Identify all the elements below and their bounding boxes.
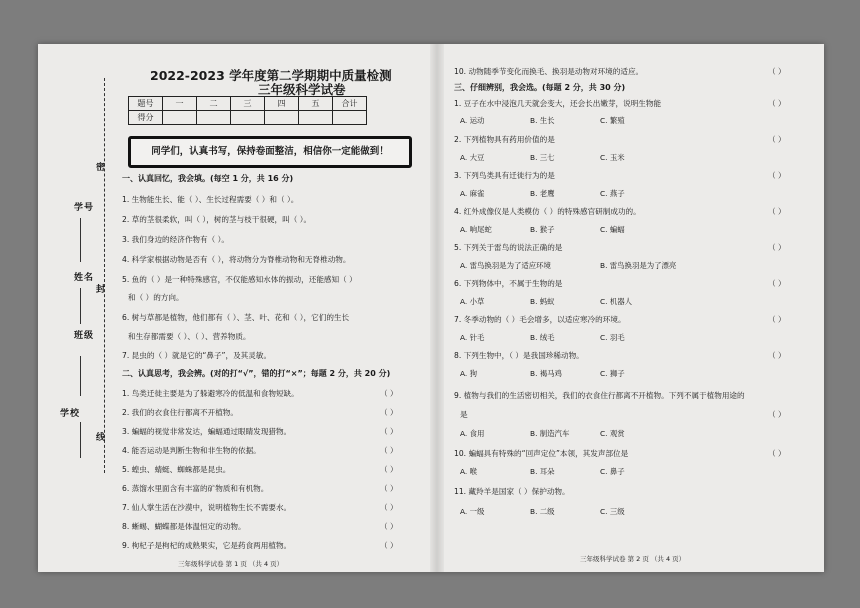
section3-title: 三、仔细辨别，我会选。(每题 2 分，共 30 分): [454, 83, 626, 92]
exam-subtitle: 三年级科学试卷: [258, 82, 346, 97]
option-c[interactable]: C. 鼻子: [600, 467, 625, 476]
option-b[interactable]: B. 雷鸟换羽是为了漂亮: [600, 261, 677, 270]
option-b[interactable]: B. 三七: [530, 153, 555, 162]
exam-title: 2022-2023 学年度第二学期期中质量检测: [150, 68, 392, 83]
school-label: 学校: [60, 409, 81, 419]
name-underline: [80, 288, 81, 324]
score-header-cell: 三: [231, 97, 265, 111]
number-label: 学号: [74, 203, 95, 213]
section1-question: 5. 鱼的（ ）是一种特殊感官，不仅能感知水体的振动，还能感知（ ）: [122, 275, 357, 284]
answer-blank[interactable]: （ ）: [380, 522, 398, 531]
option-a[interactable]: A. 小草: [460, 297, 485, 306]
score-cell[interactable]: [265, 111, 299, 125]
section1-question: 4. 科学家根据动物是否有（ ），将动物分为脊椎动物和无脊椎动物。: [122, 255, 351, 264]
score-table: [128, 96, 367, 125]
answer-blank[interactable]: （ ）: [768, 99, 786, 108]
score-table-score-row: [129, 111, 367, 125]
cut-line: [104, 78, 105, 473]
score-cell[interactable]: [163, 111, 197, 125]
score-header-cell: 二: [197, 97, 231, 111]
answer-blank[interactable]: （ ）: [768, 449, 786, 458]
option-a[interactable]: A. 喉: [460, 467, 478, 476]
name-label: 姓名: [74, 273, 95, 283]
section3-question: 6. 下列物体中，不属于生物的是: [454, 279, 563, 288]
option-a[interactable]: A. 一级: [460, 507, 485, 516]
class-label: 班级: [74, 331, 95, 341]
section1-question: 6. 树与草都是植物，他们都有（ ）、茎、叶、花和（ ），它们的生长: [122, 313, 350, 322]
section3-question: 11. 藏羚羊是国家（ ）保护动物。: [454, 487, 570, 496]
score-header-cell: 一: [163, 97, 197, 111]
option-c[interactable]: C. 繁殖: [600, 116, 625, 125]
binding-line-mark: 线: [96, 433, 107, 443]
section3-question: 3. 下列鸟类具有迁徙行为的是: [454, 171, 555, 180]
section2-question: 7. 仙人掌生活在沙漠中，说明植物生长不需要水。: [122, 503, 292, 512]
binding-seal-mark: 封: [96, 285, 107, 295]
option-a[interactable]: A. 运动: [460, 116, 485, 125]
page-fold: [430, 44, 444, 572]
option-c[interactable]: C. 燕子: [600, 189, 625, 198]
section2-question: 6. 蒸馏水里面含有丰富的矿物质和有机物。: [122, 484, 269, 493]
answer-blank[interactable]: （ ）: [768, 315, 786, 324]
option-a[interactable]: A. 针毛: [460, 333, 485, 342]
option-b[interactable]: B. 生长: [530, 116, 555, 125]
score-header-cell: 四: [265, 97, 299, 111]
section1-question: 1. 生物能生长、能（ ）、生长过程需要（ ）和（ ）。: [122, 195, 299, 204]
score-cell[interactable]: [299, 111, 333, 125]
answer-blank[interactable]: （ ）: [768, 135, 786, 144]
section3-question: 7. 冬季动物的（ ）毛会增多，以适应寒冷的环境。: [454, 315, 626, 324]
option-b[interactable]: B. 制造汽车: [530, 429, 570, 438]
section3-question: 4. 红外成像仪是人类模仿（ ）的特殊感官研制成功的。: [454, 207, 641, 216]
option-c[interactable]: C. 三级: [600, 507, 625, 516]
section1-question-cont: 和（ ）的方向。: [128, 293, 184, 302]
section3-question: 10. 蝙蝠具有特殊的“回声定位”本领，其发声部位是: [454, 449, 629, 458]
section2-question-10: 10. 动物随季节变化而换毛、换羽是动物对环境的适应。: [454, 67, 644, 76]
section1-question: 7. 昆虫的（ ）就是它的“鼻子”，及其灵敏。: [122, 351, 272, 360]
section2-question: 5. 蝗虫、蜻蜓、蜘蛛都是昆虫。: [122, 465, 231, 474]
score-cell[interactable]: [333, 111, 367, 125]
answer-blank[interactable]: （ ）: [380, 465, 398, 474]
section1-title: 一、认真回忆，我会填。(每空 1 分，共 16 分): [122, 174, 294, 183]
section2-question: 1. 鸟类迁徙主要是为了躲避寒冷的低温和食物短缺。: [122, 389, 299, 398]
section1-question: 3. 我们身边的经济作物有（ ）。: [122, 235, 229, 244]
answer-blank[interactable]: （ ）: [380, 389, 398, 398]
option-c[interactable]: C. 玉米: [600, 153, 625, 162]
answer-blank[interactable]: （ ）: [768, 410, 786, 419]
option-b[interactable]: B. 老鹰: [530, 189, 555, 198]
score-header-cell: 合计: [333, 97, 367, 111]
section3-question: 8. 下列生物中，（ ）是我国珍稀动物。: [454, 351, 584, 360]
option-a[interactable]: A. 大豆: [460, 153, 485, 162]
answer-blank[interactable]: （ ）: [380, 503, 398, 512]
score-row-label: 得分: [129, 111, 163, 125]
option-b[interactable]: B. 二级: [530, 507, 555, 516]
score-header-cell: 五: [299, 97, 333, 111]
page-footer-right: 三年级科学试卷 第 2 页 （共 4 页）: [580, 555, 686, 563]
option-c[interactable]: C. 蝙蝠: [600, 225, 625, 234]
option-c[interactable]: C. 羽毛: [600, 333, 625, 342]
option-b[interactable]: B. 耳朵: [530, 467, 555, 476]
number-underline: [80, 218, 81, 262]
section2-question: 4. 能否运动是判断生物和非生物的依据。: [122, 446, 261, 455]
section3-question: 5. 下列关于雷鸟的说法正确的是: [454, 243, 563, 252]
answer-blank[interactable]: （ ）: [768, 279, 786, 288]
exam-sheet: [38, 44, 824, 572]
section2-question: 8. 蜥蜴、蝴蝶都是体温恒定的动物。: [122, 522, 246, 531]
answer-blank[interactable]: （ ）: [380, 446, 398, 455]
answer-blank[interactable]: （ ）: [380, 427, 398, 436]
answer-blank[interactable]: （ ）: [380, 484, 398, 493]
option-b[interactable]: B. 褐马鸡: [530, 369, 562, 378]
section1-question-cont: 和生存都需要（ ）、（ ）、营养物质。: [128, 332, 251, 341]
section3-question: 9. 植物与我们的生活密切相关，我们的衣食住行都离不开植物。下列不属于植物用途的: [454, 391, 745, 400]
section3-question: 2. 下列植物具有药用价值的是: [454, 135, 555, 144]
answer-blank[interactable]: （ ）: [380, 541, 398, 550]
option-b[interactable]: B. 绒毛: [530, 333, 555, 342]
class-underline: [80, 356, 81, 396]
answer-blank[interactable]: （ ）: [768, 171, 786, 180]
option-a[interactable]: A. 食用: [460, 429, 485, 438]
section3-question: 1. 豆子在水中浸泡几天就会变大，还会长出嫩芽，说明生物能: [454, 99, 662, 108]
option-c[interactable]: C. 机器人: [600, 297, 633, 306]
motto-banner: 同学们，认真书写，保持卷面整洁，相信你一定能做到！: [128, 136, 412, 168]
option-a[interactable]: A. 狗: [460, 369, 478, 378]
option-b[interactable]: B. 猴子: [530, 225, 555, 234]
score-cell[interactable]: [231, 111, 265, 125]
section2-title: 二、认真思考，我会辨。(对的打“√”，错的打“×”；每题 2 分，共 20 分): [122, 369, 391, 378]
option-a[interactable]: A. 雷鸟换羽是为了适应环境: [460, 261, 551, 270]
answer-blank[interactable]: （ ）: [768, 243, 786, 252]
answer-blank[interactable]: （ ）: [768, 207, 786, 216]
binding-margin: [56, 60, 106, 460]
section2-question: 9. 枸杞子是枸杞的成熟果实，它是药食两用植物。: [122, 541, 292, 550]
option-c[interactable]: C. 狮子: [600, 369, 625, 378]
section1-question: 2. 草的茎很柔软，叫（ ），树的茎与枝干很硬，叫（ ）。: [122, 215, 312, 224]
answer-blank[interactable]: （ ）: [380, 408, 398, 417]
section2-question: 3. 蝙蝠的视觉非常发达，蝙蝠通过眼睛发现猎物。: [122, 427, 292, 436]
option-b[interactable]: B. 蚂蚁: [530, 297, 555, 306]
answer-blank[interactable]: （ ）: [768, 67, 786, 76]
score-header-cell: 题号: [129, 97, 163, 111]
binding-secret-mark: 密: [96, 163, 107, 173]
page-footer-left: 三年级科学试卷 第 1 页 （共 4 页）: [178, 560, 284, 568]
option-a[interactable]: A. 麻雀: [460, 189, 485, 198]
option-a[interactable]: A. 响尾蛇: [460, 225, 492, 234]
section3-question-cont: 是: [460, 410, 468, 419]
score-cell[interactable]: [197, 111, 231, 125]
option-c[interactable]: C. 观赏: [600, 429, 625, 438]
answer-blank[interactable]: （ ）: [768, 351, 786, 360]
score-table-header-row: [129, 97, 367, 111]
school-underline: [80, 422, 81, 458]
section2-question: 2. 我们的衣食住行都离不开植物。: [122, 408, 238, 417]
